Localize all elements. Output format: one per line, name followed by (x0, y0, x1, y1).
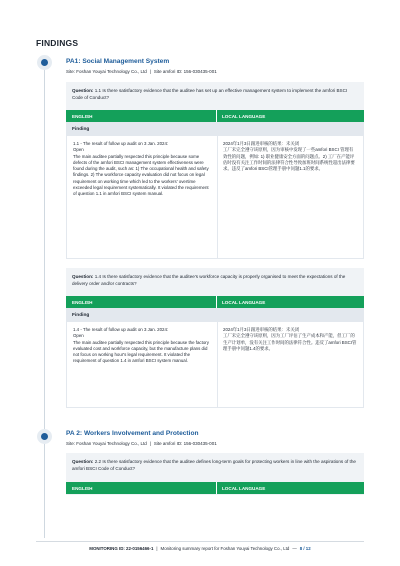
footer-divider (36, 541, 364, 542)
report-title: Monitoring summary report for Foshan Youyai Technology Co., Ltd (160, 546, 290, 551)
question-card (66, 268, 364, 408)
timeline-dot-icon (37, 429, 52, 444)
section-site-info: Site: Foshan Youyai Technology Co., Ltd | Site amfori ID: 156-030435-001 (66, 441, 217, 446)
section-title: PA1: Social Management System (66, 58, 170, 65)
english-header: ENGLISH (72, 299, 93, 305)
question-card (66, 82, 364, 259)
question-label: Question: (72, 88, 94, 93)
question-body: 1.4 Is there satisfactory evidence that the auditee's workforce capacity is properly organised to meet the expectations of the delivery order and/or contracts? (72, 274, 346, 286)
finding-english-text: 1.1 - The result of follow up audit on 3 Jan. 2024: Open The main auditee partially respected this principle because some defects of the amfori BSCI management system effectiveness were found during the audit, such as: 1) The occupational health and safety findings. 2) The workforce capacity evaluation did not focus on legal requirement on working time which led to the workers' overtime exceeded legal requirement systematically. It violated the requirement of question 1.1 in amfori BSCI system manual. (73, 141, 209, 197)
finding-body (66, 322, 364, 408)
finding-english-text: 1.4 - The result of follow up audit on 3 Jan. 2024: Open The main auditee partially respected this principle because the factory evaluated cost and workforce capacity, but the manufacture plans did not focus on working hour's legal requirement. It violated the requirement of question 1.4 in amfori BSCI system manual. (73, 327, 209, 364)
question-label: Question: (72, 459, 94, 464)
timeline-line (44, 62, 45, 408)
page-footer: MONITORING ID: 22-0156466-1 | Monitoring summary report for Foshan Youyai Technology Co., Ltd — 8 / 12 (89, 546, 311, 551)
finding-label: Finding (72, 312, 90, 318)
finding-label: Finding (72, 126, 90, 132)
site-name: Site: Foshan Youyai Technology Co., Ltd (66, 69, 147, 74)
finding-local-text: 2024年1月3日跟进审核的结果：未关闭 工厂未完全遵守该原则，因为审核中发现了一些amfori BSCI 管理有效性的问题，例如: 1) 职业健康安全方面的问题点。2) 工厂在产能评估时没有关注工作时间的法律符合性导致加班时间系统性超出法律要求。违反了amfori BSCI管理手册中问题1.1的要求。 (223, 141, 355, 172)
question-label: Question: (72, 274, 94, 279)
monitoring-id: MONITORING ID: 22-0156466-1 (89, 546, 154, 551)
language-header (66, 296, 364, 308)
finding-local-text: 2024年1月3日跟进审核的结果：未关闭 工厂未完全遵守该原则，因为工厂评估了生产成本和产能，但工厂的生产计划单，没有关注工作时间的法律符合性。违反了amfori BSCI管理手册中问题1.4的要求。 (223, 327, 357, 351)
timeline-line (44, 408, 45, 538)
local-language-header: LOCAL LANGUAGE (222, 113, 266, 119)
page-title: FINDINGS (36, 38, 79, 48)
page-number: 8 / 12 (299, 546, 311, 551)
question-body: 1.1 Is there satisfactory evidence that the auditee has set up an effective management system to implement the amfori BSCI Code of Conduct? (72, 88, 348, 100)
language-header (66, 110, 364, 122)
finding-header (66, 122, 364, 136)
finding-body (66, 136, 364, 259)
local-language-header: LOCAL LANGUAGE (222, 485, 266, 491)
english-header: ENGLISH (72, 485, 93, 491)
timeline-dot-icon (37, 55, 52, 70)
section-title: PA 2: Workers Involvement and Protection (66, 430, 199, 437)
question-card (66, 453, 364, 495)
site-id: Site amfori ID: 156-030435-001 (153, 441, 217, 446)
site-name: Site: Foshan Youyai Technology Co., Ltd (66, 441, 147, 446)
site-id: Site amfori ID: 156-030435-001 (153, 69, 217, 74)
question-text (72, 88, 358, 101)
question-text (72, 274, 358, 287)
question-body: 2.2 Is there satisfactory evidence that the auditee defines long-term goals for protecting workers in line with the aspirations of the amfori BSCI Code of Conduct? (72, 459, 356, 471)
finding-header (66, 308, 364, 322)
language-header (66, 482, 364, 494)
section-site-info: Site: Foshan Youyai Technology Co., Ltd | Site amfori ID: 156-030435-001 (66, 69, 217, 74)
local-language-header: LOCAL LANGUAGE (222, 299, 266, 305)
question-text (72, 459, 358, 472)
english-header: ENGLISH (72, 113, 93, 119)
